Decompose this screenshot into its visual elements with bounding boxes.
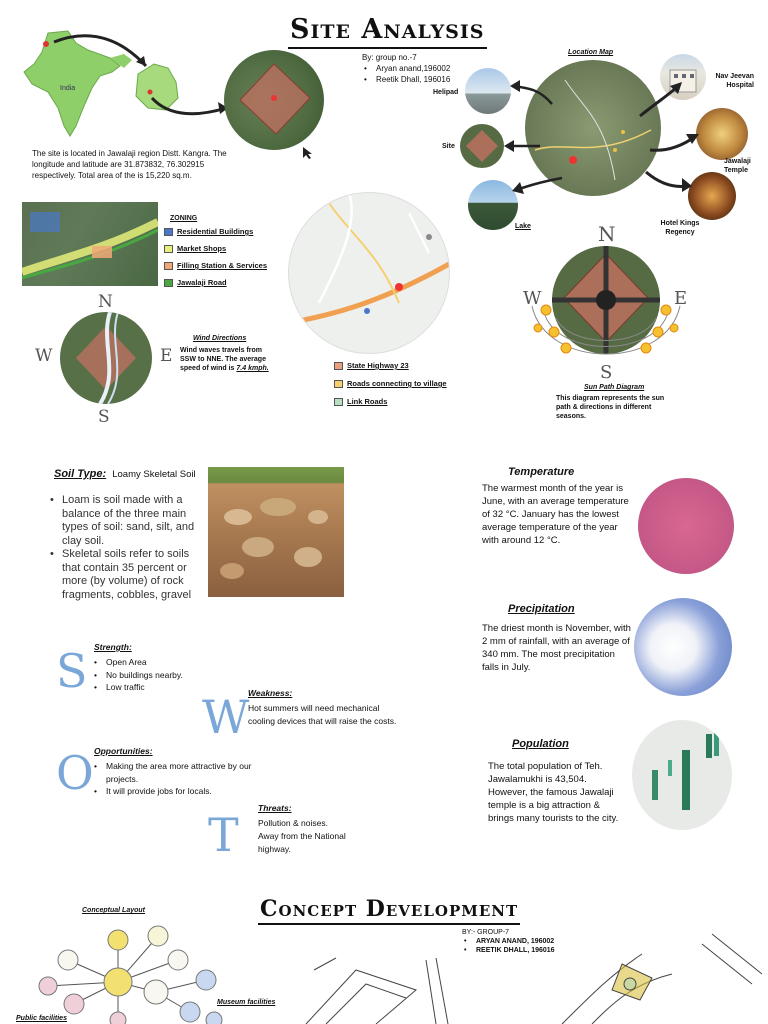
- sun-compass-n: N: [598, 222, 616, 246]
- site-photo: [460, 124, 504, 168]
- precipitation-map: [634, 598, 732, 696]
- authors-by: By: group no.-7: [362, 53, 417, 62]
- concept-by: BY:- GROUP-7: [462, 929, 510, 936]
- opportunities-points: [92, 760, 262, 798]
- road-legend-item: State Highway 23: [334, 361, 409, 370]
- population-title: Population: [512, 738, 569, 750]
- road-map: [288, 192, 450, 354]
- label-temple: Jawalaji Temple: [724, 158, 751, 174]
- location-map-title: Location Map: [568, 49, 614, 56]
- india-label: India: [60, 85, 76, 92]
- author-2: • Reetik Dhall, 196016: [362, 74, 462, 85]
- soil-title: Soil Type:: [54, 468, 107, 480]
- museum-facilities-label: Museum facilities: [217, 999, 276, 1006]
- opportunity-point: • Making the area more attractive by our projects.: [92, 760, 262, 785]
- site-info-text: The site is located in Jawalaji region Distt. Kangra. The longitude and latitude are 31.873832, 76.302915 respectively. Total area of the is 15,220 sq.m.: [32, 149, 227, 180]
- strength-point: • Open Area: [92, 656, 232, 669]
- temple-photo: [696, 108, 748, 160]
- india-map: [24, 31, 120, 136]
- road-legend-item: Link Roads: [334, 397, 387, 406]
- strength-point: • Low traffic: [92, 681, 232, 694]
- precipitation-title: Precipitation: [508, 603, 575, 615]
- wind-diagram: [60, 312, 152, 404]
- threats-text: [258, 817, 378, 856]
- strength-title: Strength:: [94, 642, 132, 652]
- conceptual-layout-label: Conceptual Layout: [82, 907, 146, 914]
- site-aerial-image: [224, 50, 324, 150]
- sun-compass-w: W: [523, 288, 542, 309]
- label-lake: Lake: [515, 223, 531, 230]
- zoning-title: ZONING: [170, 215, 198, 222]
- swot-letter-w: W: [202, 690, 250, 744]
- opportunity-point: • It will provide jobs for locals.: [92, 785, 262, 798]
- zoning-item: Residential Buildings: [164, 227, 253, 236]
- swot-letter-s: S: [56, 644, 88, 698]
- wind-compass-n: N: [98, 292, 113, 312]
- threat-line: Pollution & noises.: [258, 818, 328, 828]
- sun-path-title: Sun Path Diagram: [584, 384, 645, 391]
- soil-type: Loamy Skeletal Soil: [112, 469, 196, 480]
- threats-title: Threats:: [258, 803, 292, 813]
- public-facilities-label: Public facilities: [16, 1015, 67, 1022]
- swot-letter-o: O: [56, 746, 94, 800]
- strength-point: • No buildings nearby.: [92, 669, 232, 682]
- wind-compass-w: W: [35, 346, 53, 366]
- soil-photo: [208, 467, 344, 597]
- population-text: The total population of Teh. Jawalamukhi is 43,504. However, the famous Jawalaji temple is a big attraction & brings many tourists to the city.: [488, 761, 619, 824]
- weakness-title: Weakness:: [248, 688, 293, 698]
- temperature-title: Temperature: [508, 466, 575, 478]
- authors-block: [362, 52, 462, 85]
- soil-point: • Loam is soil made with a balance of the three main types of soil: sand, silt, and clay soil.: [48, 494, 204, 548]
- concept-title: Concept Development: [258, 896, 520, 925]
- zoning-item: Filling Station & Services: [164, 261, 267, 270]
- label-hospital: Nav Jeevan Hospital: [715, 73, 754, 89]
- soil-heading: [54, 468, 196, 480]
- wind-compass-e: E: [160, 346, 173, 366]
- sun-path-diagram: [526, 240, 686, 380]
- conceptual-layout-diagram: [38, 920, 238, 1024]
- temperature-text: The warmest month of the year is June, with an average temperature of 32 °C. January has the lowest average temperature of the year with around 12 °C.: [482, 483, 629, 546]
- page-title: Site Analysis: [288, 14, 487, 49]
- label-helipad: Helipad: [433, 89, 459, 96]
- concept-author-1: • ARYAN ANAND, 196002: [462, 937, 582, 946]
- population-graphic: [632, 720, 732, 830]
- concept-author-2: • REETIK DHALL, 196016: [462, 946, 582, 955]
- zoning-item: Market Shops: [164, 244, 226, 253]
- wind-text: Wind waves travels from SSW to NNE. The average speed of wind is 7.4 kmph.: [180, 347, 269, 372]
- strength-points: [92, 656, 232, 694]
- soil-points: [48, 494, 204, 602]
- wind-speed: 7.4 kmph.: [236, 365, 269, 372]
- wind-compass-s: S: [98, 407, 110, 427]
- author-1: • Aryan anand,196002: [362, 63, 462, 74]
- swot-letter-t: T: [208, 808, 239, 862]
- temperature-map: [638, 478, 734, 574]
- sun-path-text: This diagram represents the sun path & directions in different seasons.: [556, 395, 665, 420]
- zoning-item: Jawalaji Road: [164, 278, 227, 287]
- zoning-map: [22, 202, 158, 286]
- concept-sketch-1: [296, 950, 456, 1024]
- sun-compass-s: S: [600, 362, 613, 383]
- soil-point: • Skeletal soils refer to soils that contain 35 percent or more (by volume) of rock fragments, cobbles, gravel: [48, 548, 204, 602]
- threat-line: Away from the National highway.: [258, 831, 346, 854]
- precipitation-text: The driest month is November, with 2 mm of rainfall, with an average of 340 mm. The most precipitation falls in July.: [482, 623, 631, 673]
- opportunities-title: Opportunities:: [94, 746, 153, 756]
- label-site: Site: [442, 143, 455, 150]
- sun-compass-e: E: [674, 288, 688, 309]
- weakness-text: Hot summers will need mechanical cooling devices that will raise the costs.: [248, 703, 397, 726]
- location-arrows: [500, 60, 700, 230]
- cursor-icon: [302, 146, 314, 160]
- wind-title: Wind Directions: [193, 335, 247, 342]
- label-hotel: Hotel Kings Regency: [660, 220, 700, 236]
- road-legend-item: Roads connecting to village: [334, 379, 447, 388]
- concept-sketch-2: [552, 924, 764, 1024]
